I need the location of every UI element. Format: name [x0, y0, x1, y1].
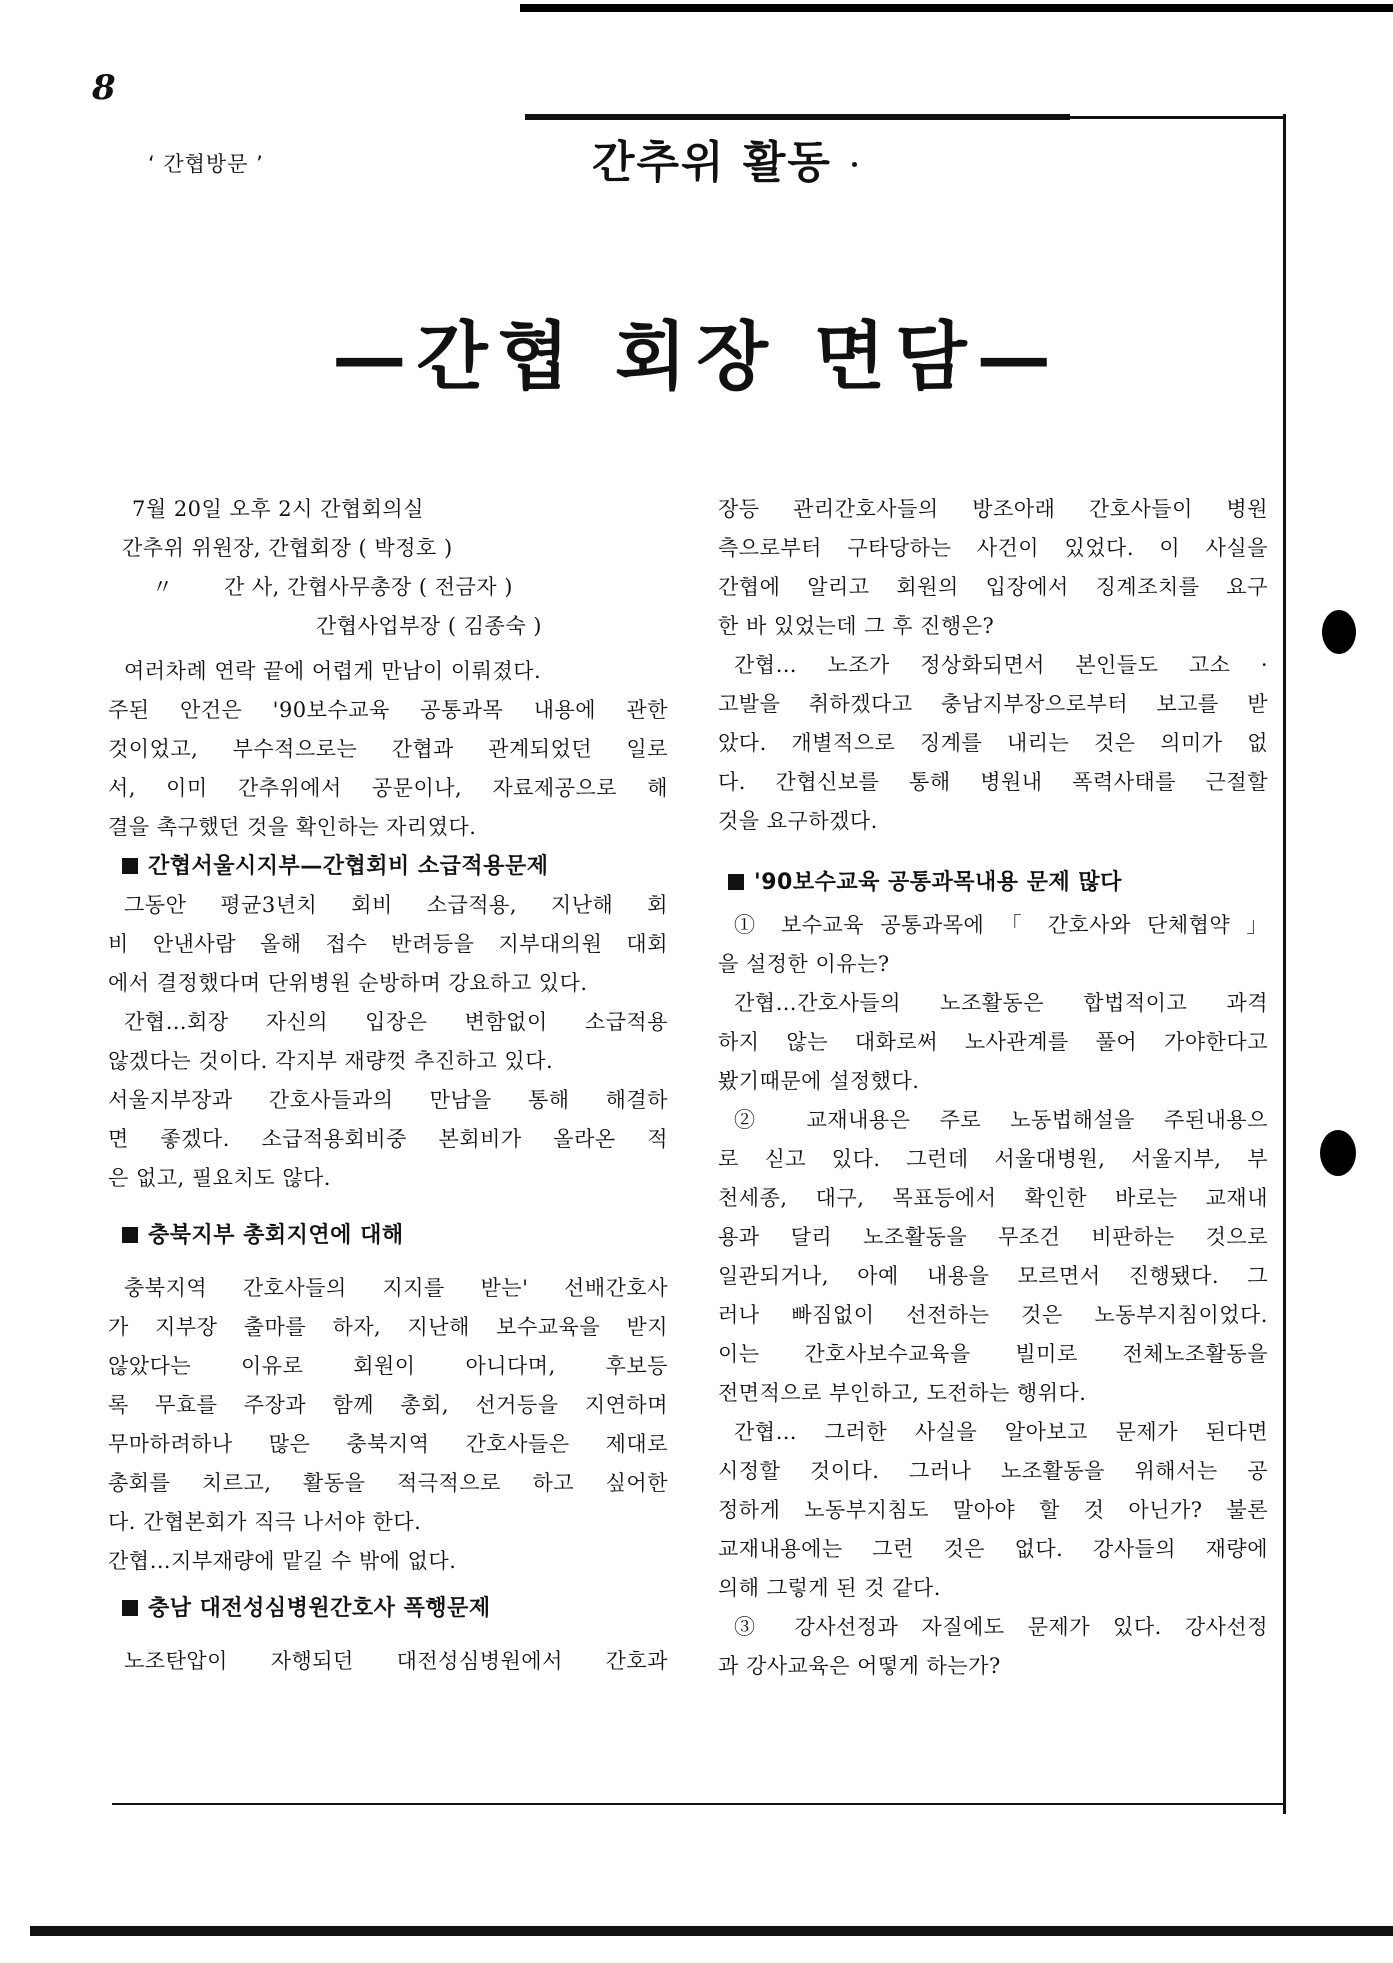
paragraph-line: 서울지부장과 간호사들과의 만남을 통해 해결하	[108, 1088, 668, 1112]
frame-top-rule	[525, 114, 1070, 120]
paragraph-line: 서, 이미 간추위에서 공문이나, 자료제공으로 해	[108, 776, 668, 800]
frame-top-rule-thin	[1070, 116, 1285, 119]
main-title: —간협 회장 면담—	[332, 314, 1061, 400]
paragraph-line: 았다. 개별적으로 징계를 내리는 것은 의미가 없	[718, 731, 1268, 755]
paragraph-line: 전면적으로 부인하고, 도전하는 행위다.	[718, 1381, 1087, 1405]
paragraph-line: 로 싣고 있다. 그런데 서울대병원, 서울지부, 부	[718, 1147, 1268, 1171]
paragraph-line: 가 지부장 출마를 하자, 지난해 보수교육을 받지	[108, 1315, 668, 1339]
paragraph-line: 교재내용에는 그런 것은 없다. 강사들의 재량에	[718, 1537, 1268, 1561]
paragraph-line: ② 교재내용은 주로 노동법해설을 주된내용으	[734, 1108, 1268, 1132]
paragraph-line: 않았다는 이유로 회원이 아니다며, 후보등	[108, 1354, 668, 1378]
binder-hole-mark	[1320, 1130, 1356, 1176]
paragraph-line: 러나 빠짐없이 선전하는 것은 노동부지침이었다.	[718, 1303, 1268, 1327]
attendee-3: 간협사업부장 ( 김종숙 )	[316, 614, 542, 638]
square-bullet-icon	[122, 858, 138, 874]
paragraph-line: 간협에 알리고 회원의 입장에서 징계조치를 요구	[718, 575, 1268, 599]
paragraph-line: 은 없고, 필요치도 않다.	[108, 1166, 331, 1190]
square-bullet-icon	[122, 1600, 138, 1616]
paragraph-line: 용과 달리 노조활동을 무조건 비판하는 것으로	[718, 1225, 1268, 1249]
binder-hole-mark	[1322, 610, 1356, 654]
paragraph-line: 다. 간협본회가 직극 나서야 한다.	[108, 1510, 422, 1534]
heading-text: 충남 대전성심병원간호사 폭행문제	[148, 1596, 491, 1621]
paragraph-line: 않겠다는 것이다. 각지부 재량껏 추진하고 있다.	[108, 1049, 554, 1073]
paragraph-line: 간협…회장 자신의 입장은 변함없이 소급적용	[124, 1010, 668, 1034]
paragraph-line: 간협…지부재량에 맡길 수 밖에 없다.	[108, 1549, 457, 1573]
paragraph-line: 고발을 취하겠다고 충남지부장으로부터 보고를 받	[718, 692, 1268, 716]
paragraph-line: 록 무효를 주장과 함께 총회, 선거등을 지연하며	[108, 1393, 668, 1417]
heading-seoul-branch	[108, 847, 668, 886]
paragraph-line: 총회를 치르고, 활동을 적극적으로 하고 싶어한	[108, 1471, 668, 1495]
dot-mark	[852, 162, 857, 167]
paragraph-line: 무마하려하나 많은 충북지역 간호사들은 제대로	[108, 1432, 668, 1456]
paragraph-line: 하지 않는 대화로써 노사관계를 풀어 가야한다고	[718, 1030, 1268, 1054]
heading-text: 충북지부 총회지연에 대해	[148, 1223, 404, 1248]
heading-text: '90보수교육 공통과목내용 문제 많다	[754, 870, 1122, 895]
meeting-datetime: 7월 20일 오후 2시 간협회의실	[132, 497, 425, 521]
paragraph-line: 일관되거나, 아예 내용을 모르면서 진행됐다. 그	[718, 1264, 1268, 1288]
attendee-2	[108, 568, 668, 607]
paragraph-line: 장등 관리간호사들의 방조아래 간호사들이 병원	[718, 497, 1268, 521]
frame-bottom-rule	[112, 1803, 1285, 1805]
heading-chungbuk-branch	[108, 1216, 668, 1255]
paragraph-line: ① 보수교육 공통과목에 「 간호사와 단체협약 」	[734, 913, 1268, 937]
heading-chungnam-hospital	[108, 1589, 668, 1628]
left-column	[108, 490, 668, 1681]
paragraph-line: 이는 간호사보수교육을 빌미로 전체노조활동을	[718, 1342, 1268, 1366]
attendee-1: 간추위 위원장, 간협회장 ( 박정호 )	[122, 536, 453, 560]
paragraph-line: 의해 그렇게 된 것 같다.	[718, 1576, 941, 1600]
paragraph-line: 충북지역 간호사들의 지지를 받는' 선배간호사	[124, 1276, 668, 1300]
paragraph-line: 간협… 그러한 사실을 알아보고 문제가 된다면	[734, 1420, 1268, 1444]
paragraph-line: 간협…간호사들의 노조활동은 합법적이고 과격	[734, 991, 1268, 1015]
paragraph-line: 측으로부터 구타당하는 사건이 있었다. 이 사실을	[718, 536, 1268, 560]
page-number: 8	[92, 68, 116, 108]
paragraph-line: 시정할 것이다. 그러나 노조활동을 위해서는 공	[718, 1459, 1268, 1483]
heading-training-content	[718, 863, 1268, 902]
paragraph-line: 다. 간협신보를 통해 병원내 폭력사태를 근절할	[718, 770, 1268, 794]
paragraph-line: 봤기때문에 설정했다.	[718, 1069, 920, 1093]
ditto-mark: 〃	[152, 575, 174, 599]
square-bullet-icon	[122, 1227, 138, 1243]
top-scan-bar	[520, 4, 1393, 12]
paragraph-line: 그동안 평균3년치 회비 소급적용, 지난해 회	[124, 893, 668, 917]
paragraph-line: 한 바 있었는데 그 후 진행은?	[718, 614, 995, 638]
paragraph-line: 천세종, 대구, 목표등에서 확인한 바로는 교재내	[718, 1186, 1268, 1210]
paragraph-line: 과 강사교육은 어떻게 하는가?	[718, 1654, 1001, 1678]
paragraph-line: 주된 안건은 '90보수교육 공통과목 내용에 관한	[108, 698, 668, 722]
section-title: 간추위 활동	[592, 137, 832, 188]
paragraph-line: 비 안낸사람 올해 접수 반려등을 지부대의원 대회	[108, 932, 668, 956]
bottom-scan-bar	[30, 1926, 1393, 1936]
paragraph-line: 노조탄압이 자행되던 대전성심병원에서 간호과	[124, 1649, 668, 1673]
paragraph-line: 에서 결정했다며 단위병원 순방하며 강요하고 있다.	[108, 971, 588, 995]
paragraph-line: 것이었고, 부수적으로는 간협과 관계되었던 일로	[108, 737, 668, 761]
heading-text: 간협서울시지부—간협회비 소급적용문제	[148, 854, 549, 879]
attendee-2-text: 간 사, 간협사무총장 ( 전금자 )	[223, 575, 513, 599]
right-column	[718, 490, 1268, 1686]
paragraph-line: 여러차례 연락 끝에 어렵게 만남이 이뤄졌다.	[124, 659, 542, 683]
paragraph-line: ③ 강사선정과 자질에도 문제가 있다. 강사선정	[734, 1615, 1268, 1639]
series-label: ‘ 간협방문 ’	[148, 152, 264, 176]
paragraph-line: 결을 촉구했던 것을 확인하는 자리였다.	[108, 815, 477, 839]
paragraph-line: 간협… 노조가 정상화되면서 본인들도 고소 ·	[734, 653, 1268, 677]
paragraph-line: 것을 요구하겠다.	[718, 809, 878, 833]
paragraph-line: 정하게 노동부지침도 말아야 할 것 아닌가? 불론	[718, 1498, 1268, 1522]
square-bullet-icon	[728, 874, 744, 890]
paragraph-line: 면 좋겠다. 소급적용회비중 본회비가 올라온 적	[108, 1127, 668, 1151]
paragraph-line: 을 설정한 이유는?	[718, 952, 890, 976]
